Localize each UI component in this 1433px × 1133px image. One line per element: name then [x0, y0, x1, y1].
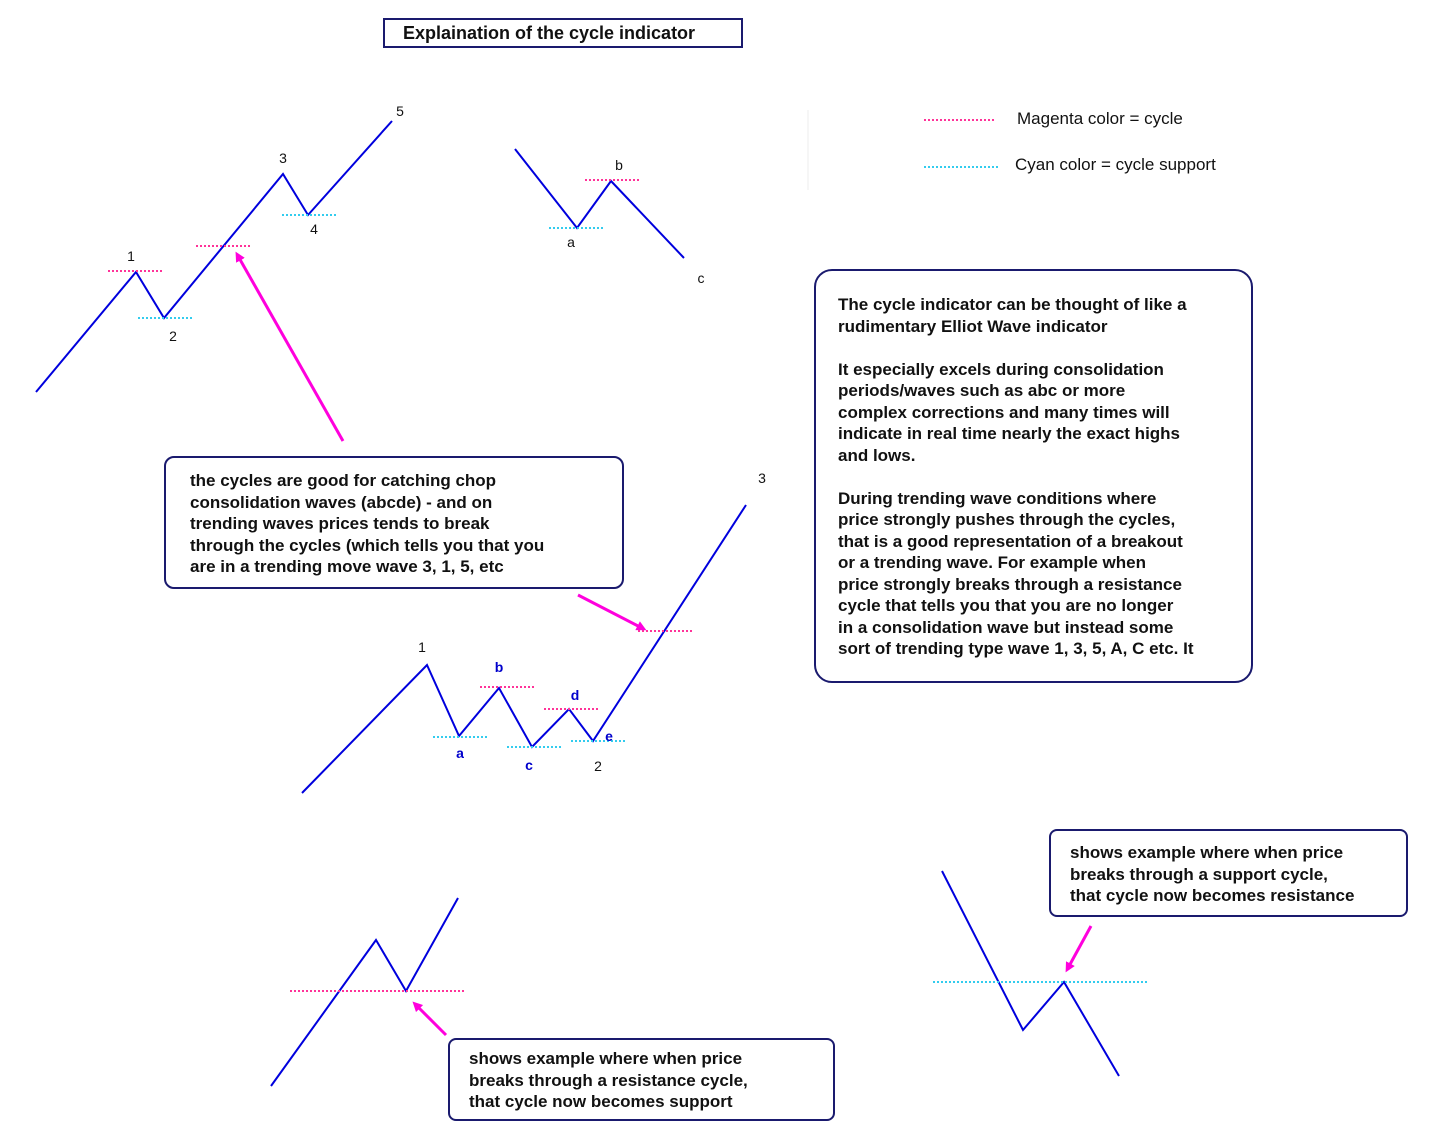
triangle-label-2: 2: [594, 758, 602, 774]
triangle-label-c: c: [525, 757, 533, 773]
legend-cyan-label: Cyan color = cycle support: [1015, 155, 1216, 174]
triangle-label-d: d: [570, 687, 580, 703]
arrow-to-breakout2: [578, 595, 642, 628]
callout-resistance-to-support: shows example where when price breaks through a resistance cycle, that cycle now becomes support: [448, 1038, 835, 1121]
page-title: Explaination of the cycle indicator: [383, 18, 743, 48]
arrow-to-resistance-support: [416, 1005, 446, 1035]
triangle-label-e: e: [605, 728, 613, 744]
correction-label-c: c: [697, 270, 705, 286]
triangle-label-3: 3: [758, 470, 766, 486]
legend-magenta-label: Magenta color = cycle: [1017, 109, 1183, 128]
callout-chop: the cycles are good for catching chop consolidation waves (abcde) - and on trending waves prices tends to break through the cycles (which tells you that you are in a trending move wave 3, 1, 5, etc: [164, 456, 624, 589]
impulse-label-4: 4: [310, 221, 318, 237]
correction-label-b: b: [615, 157, 623, 173]
arrow-to-support-resistance: [1068, 926, 1091, 968]
triangle-label-1: 1: [418, 639, 426, 655]
impulse-label-2: 2: [169, 328, 177, 344]
correction-wave-line: [515, 149, 684, 258]
triangle-label-a: a: [456, 745, 464, 761]
impulse-label-1: 1: [127, 248, 135, 264]
correction-label-a: a: [567, 234, 575, 250]
callout-support-to-resistance: shows example where when price breaks through a support cycle, that cycle now becomes resistance: [1049, 829, 1408, 917]
triangle-label-b: b: [494, 659, 504, 675]
callout-description: The cycle indicator can be thought of like a rudimentary Elliot Wave indicator It especially excels during consolidation periods/waves such as abc or more complex corrections and many times will indicate in real time nearly the exact highs and lows. During trending wave conditions where price strongly pushes through the cycles, that is a good representation of a breakout or a trending wave. For example when price strongly breaks through a resistance cycle that tells you that you are no longer in a consolidation wave but instead some sort of trending type wave 1, 3, 5, A, C etc. It: [814, 269, 1253, 683]
impulse-wave-line: [36, 121, 392, 392]
impulse-label-5: 5: [396, 103, 404, 119]
impulse-label-3: 3: [279, 150, 287, 166]
arrow-to-breakout: [238, 256, 343, 441]
